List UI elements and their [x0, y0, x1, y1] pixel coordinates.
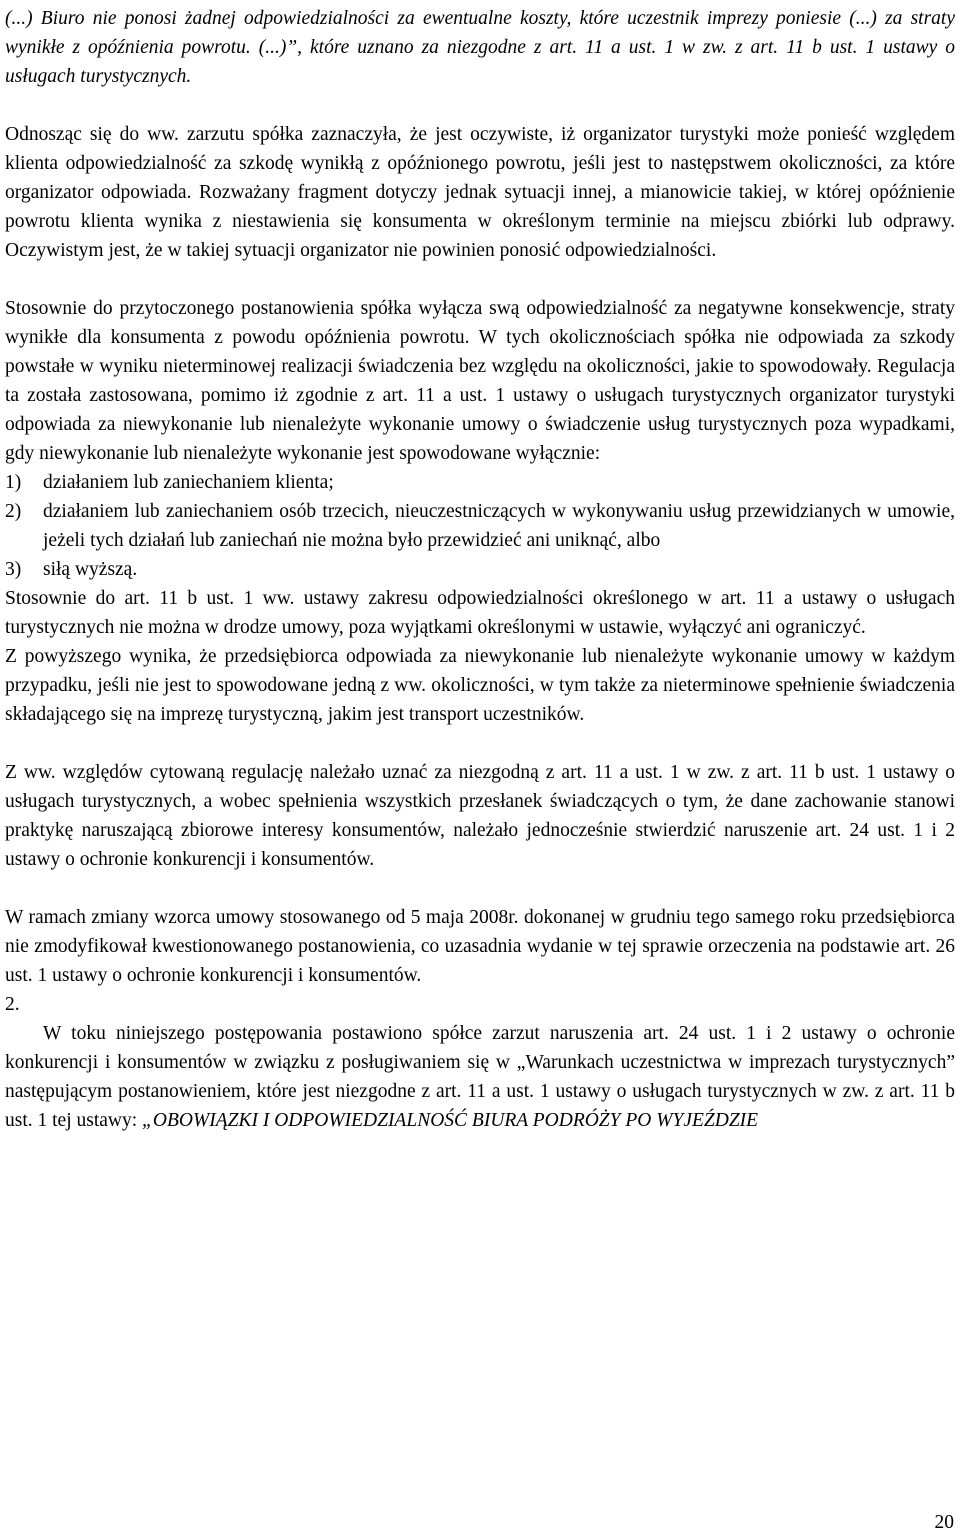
- section-number: 2.: [5, 994, 20, 1015]
- paragraph-company-response: Odnosząc się do ww. zarzutu spółka zaznaczyła, że jest oczywiste, iż organizator turystyki może ponieść względem klienta odpowiedzialność za szkodę wynikłą z opóźnionego powrotu, jeśli jest to następstwem okoliczności, za które organizator odpowiada. Rozważany fragment dotyczy jednak sytuacji innej, a mianowicie takiej, w której opóźnienie powrotu klienta wynika z niestawienia się konsumenta w określonym terminie na miejscu zbiórki lub odprawy. Oczywistym jest, że w takiej sytuacji organizator nie powinien ponosić odpowiedzialności.: [5, 124, 955, 261]
- list-item-text: działaniem lub zaniechaniem osób trzecich, nieuczestniczących w wykonywaniu usług przewidzianych w umowie, jeżeli tych działań lub zaniechań nie można było przewidzieć ani uniknąć, albo: [43, 501, 955, 551]
- document-page: [5, 4, 955, 1135]
- paragraph-violation-finding: Z ww. względów cytowaną regulację należało uznać za niezgodną z art. 11 a ust. 1 w zw. z art. 11 b ust. 1 ustawy o usługach turystycznych, a wobec spełnienia wszystkich przesłanek świadczących o tym, że dane zachowanie stanowi praktykę naruszającą zbiorowe interesy konsumentów, należało jednocześnie stwierdzić naruszenie art. 24 ust. 1 i 2 ustawy o ochronie konkurencji i konsumentów.: [5, 762, 955, 870]
- clause-heading-italic: „OBOWIĄZKI I ODPOWIEDZIALNOŚĆ BIURA PODRÓŻY PO WYJEŹDZIE: [142, 1110, 759, 1131]
- exclusion-list: [5, 468, 955, 584]
- paragraph-exclusion-analysis: Stosownie do przytoczonego postanowienia spółka wyłącza swą odpowiedzialność za negatywne konsekwencje, straty wynikłe dla konsumenta z powodu opóźnienia powrotu. W tych okolicznościach spółka nie odpowiada za szkody powstałe w wyniku nieterminowej realizacji świadczenia bez względu na okoliczności, jakie to spowodowały. Regulacja ta została zastosowana, pomimo iż zgodnie z art. 11 a ust. 1 ustawy o usługach turystycznych organizator turystyki odpowiada za niewykonanie lub nienależyte wykonanie umowy o świadczenie usług turystycznych poza wypadkami, gdy niewykonanie lub nienależyte wykonanie jest spowodowane wyłącznie:: [5, 298, 955, 464]
- list-item-number: 2): [5, 501, 22, 522]
- paragraph-section-2-text: W toku niniejszego postępowania postawiono spółce zarzut naruszenia art. 24 ust. 1 i 2 ustawy o ochronie konkurencji i konsumentów w związku z posługiwaniem się w „Warunkach uczestnictwa w imprezach turystycznych” następującym postanowieniem, które jest niezgodne z art. 11 a ust. 1 ustawy o usługach turystycznych w zw. z art. 11 b ust. 1 tej ustawy:: [5, 1023, 955, 1131]
- quoted-clause: (...) Biuro nie ponosi żadnej odpowiedzialności za ewentualne koszty, które uczestnik imprezy poniesie (...) za straty wynikłe z opóźnienia powrotu. (...)”, które uznano za niezgodne z art. 11 a ust. 1 w zw. z art. 11 b ust. 1 ustawy o usługach turystycznych.: [5, 8, 955, 87]
- list-item: [5, 468, 955, 497]
- list-item: [5, 555, 955, 584]
- list-item-text: siłą wyższą.: [43, 559, 138, 580]
- paragraph-art-11b: Stosownie do art. 11 b ust. 1 ww. ustawy zakresu odpowiedzialności określonego w art. 11 a ustawy o usługach turystycznych nie można w drodze umowy, poza wyjątkami określonymi w ustawie, wyłączyć ani ograniczyć.: [5, 588, 955, 638]
- page-number: 20: [934, 1512, 954, 1533]
- list-item-number: 3): [5, 559, 22, 580]
- paragraph-section-2: [5, 1019, 955, 1135]
- paragraph-conclusion: Z powyższego wynika, że przedsiębiorca odpowiada za niewykonanie lub nienależyte wykonanie umowy w każdym przypadku, jeśli nie jest to spowodowane jedną z ww. okoliczności, w tym także za nieterminowe spełnienie świadczenia składającego się na imprezę turystyczną, jakim jest transport uczestników.: [5, 646, 955, 725]
- list-item: [5, 497, 955, 555]
- list-item-text: działaniem lub zaniechaniem klienta;: [43, 472, 334, 493]
- paragraph-contract-change: W ramach zmiany wzorca umowy stosowanego od 5 maja 2008r. dokonanej w grudniu tego samego roku przedsiębiorca nie zmodyfikował kwestionowanego postanowienia, co uzasadnia wydanie w tej sprawie orzeczenia na podstawie art. 26 ust. 1 ustawy o ochronie konkurencji i konsumentów.: [5, 907, 955, 986]
- list-item-number: 1): [5, 472, 22, 493]
